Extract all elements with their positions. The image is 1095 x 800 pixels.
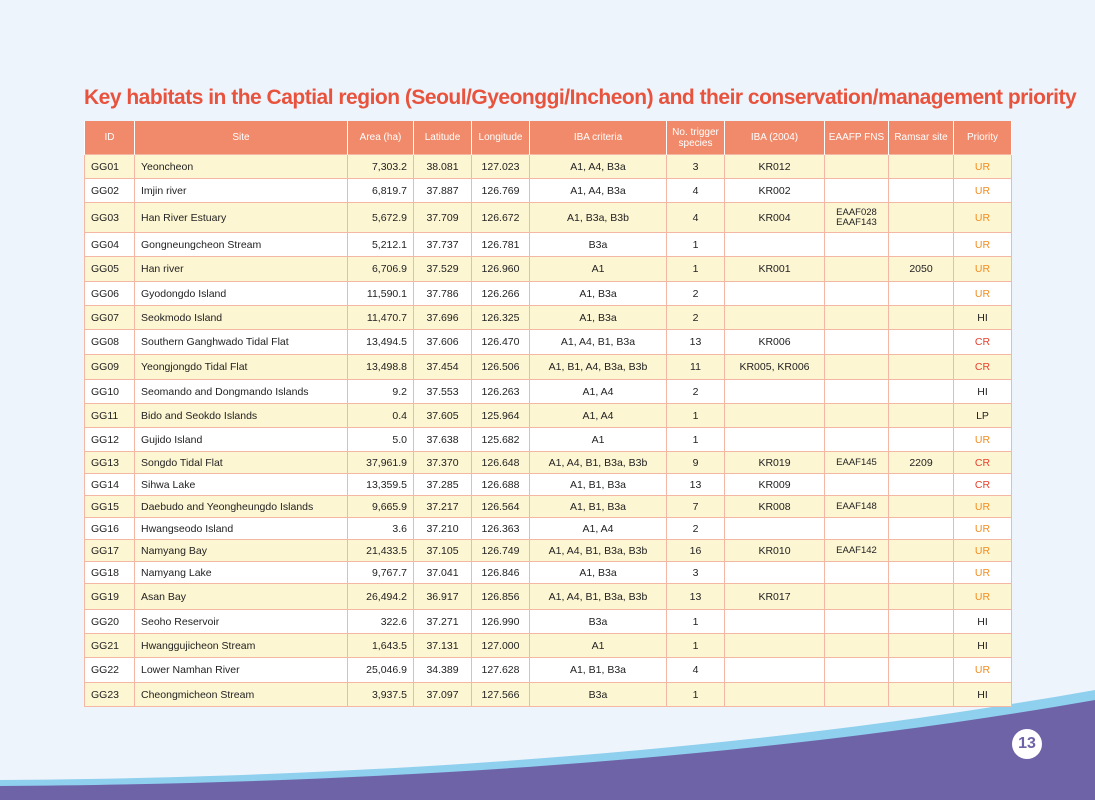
cell-iba-criteria: A1, B3a <box>530 562 667 584</box>
cell-lat: 37.041 <box>414 562 472 584</box>
cell-fns <box>825 306 889 330</box>
cell-fns <box>825 179 889 203</box>
cell-triggers: 11 <box>667 355 725 380</box>
cell-lat: 37.737 <box>414 233 472 257</box>
cell-iba-criteria: A1 <box>530 257 667 282</box>
cell-ramsar <box>889 610 954 634</box>
col-header: Site <box>135 121 348 155</box>
cell-area: 5,672.9 <box>348 203 414 233</box>
cell-iba-criteria: A1, B1, B3a <box>530 658 667 683</box>
cell-triggers: 2 <box>667 282 725 306</box>
cell-area: 3,937.5 <box>348 683 414 707</box>
cell-fns: EAAF028 EAAF143 <box>825 203 889 233</box>
cell-fns <box>825 233 889 257</box>
cell-site: Sihwa Lake <box>135 474 348 496</box>
cell-site: Yeongjongdo Tidal Flat <box>135 355 348 380</box>
table-row <box>85 404 1012 428</box>
cell-site: Seokmodo Island <box>135 306 348 330</box>
cell-lat: 37.105 <box>414 540 472 562</box>
cell-iba2004: KR005, KR006 <box>725 355 825 380</box>
table-row <box>85 179 1012 203</box>
cell-iba-criteria: A1, A4, B1, B3a, B3b <box>530 584 667 610</box>
cell-lat: 37.529 <box>414 257 472 282</box>
cell-lon: 126.266 <box>472 282 530 306</box>
cell-ramsar <box>889 496 954 518</box>
cell-lon: 127.566 <box>472 683 530 707</box>
cell-iba-criteria: A1, A4 <box>530 404 667 428</box>
cell-iba-criteria: A1, B1, A4, B3a, B3b <box>530 355 667 380</box>
cell-lon: 126.263 <box>472 380 530 404</box>
cell-area: 6,819.7 <box>348 179 414 203</box>
cell-fns <box>825 155 889 179</box>
cell-iba-criteria: B3a <box>530 683 667 707</box>
cell-iba-criteria: A1, A4, B3a <box>530 179 667 203</box>
cell-id: GG06 <box>85 282 135 306</box>
cell-fns <box>825 282 889 306</box>
cell-priority: UR <box>954 203 1012 233</box>
cell-triggers: 1 <box>667 233 725 257</box>
table-row <box>85 540 1012 562</box>
cell-iba-criteria: A1, B3a, B3b <box>530 203 667 233</box>
cell-triggers: 9 <box>667 452 725 474</box>
cell-iba-criteria: A1, A4, B1, B3a, B3b <box>530 452 667 474</box>
cell-priority: UR <box>954 155 1012 179</box>
col-header: EAAFP FNS <box>825 121 889 155</box>
cell-iba2004: KR017 <box>725 584 825 610</box>
cell-site: Han river <box>135 257 348 282</box>
cell-priority: HI <box>954 683 1012 707</box>
cell-lat: 34.389 <box>414 658 472 683</box>
cell-triggers: 4 <box>667 203 725 233</box>
cell-site: Seomando and Dongmando Islands <box>135 380 348 404</box>
col-header: Latitude <box>414 121 472 155</box>
cell-iba2004 <box>725 282 825 306</box>
cell-iba2004: KR010 <box>725 540 825 562</box>
table-row <box>85 610 1012 634</box>
cell-lon: 126.363 <box>472 518 530 540</box>
cell-iba-criteria: A1, B3a <box>530 282 667 306</box>
table-row <box>85 380 1012 404</box>
cell-id: GG17 <box>85 540 135 562</box>
cell-lon: 127.628 <box>472 658 530 683</box>
cell-iba2004: KR012 <box>725 155 825 179</box>
cell-site: Namyang Lake <box>135 562 348 584</box>
cell-iba2004 <box>725 518 825 540</box>
table-row <box>85 683 1012 707</box>
cell-lat: 36.917 <box>414 584 472 610</box>
table-row <box>85 330 1012 355</box>
cell-lon: 126.648 <box>472 452 530 474</box>
cell-site: Han River Estuary <box>135 203 348 233</box>
cell-iba-criteria: B3a <box>530 233 667 257</box>
cell-iba2004: KR006 <box>725 330 825 355</box>
cell-ramsar <box>889 474 954 496</box>
cell-priority: UR <box>954 282 1012 306</box>
cell-iba2004 <box>725 610 825 634</box>
cell-ramsar: 2209 <box>889 452 954 474</box>
cell-lat: 37.696 <box>414 306 472 330</box>
cell-fns <box>825 257 889 282</box>
cell-ramsar <box>889 683 954 707</box>
table-row <box>85 355 1012 380</box>
cell-iba-criteria: A1, B3a <box>530 306 667 330</box>
cell-lat: 37.217 <box>414 496 472 518</box>
cell-triggers: 1 <box>667 404 725 428</box>
cell-ramsar <box>889 233 954 257</box>
cell-fns <box>825 584 889 610</box>
cell-priority: UR <box>954 496 1012 518</box>
cell-ramsar: 2050 <box>889 257 954 282</box>
cell-area: 6,706.9 <box>348 257 414 282</box>
cell-lon: 127.000 <box>472 634 530 658</box>
cell-lat: 37.370 <box>414 452 472 474</box>
cell-area: 11,590.1 <box>348 282 414 306</box>
cell-lon: 126.470 <box>472 330 530 355</box>
table-header-row <box>85 121 1012 155</box>
cell-fns <box>825 355 889 380</box>
table-row <box>85 496 1012 518</box>
cell-id: GG12 <box>85 428 135 452</box>
cell-area: 9,665.9 <box>348 496 414 518</box>
cell-triggers: 1 <box>667 634 725 658</box>
cell-lon: 127.023 <box>472 155 530 179</box>
cell-area: 9.2 <box>348 380 414 404</box>
cell-triggers: 1 <box>667 610 725 634</box>
cell-area: 13,494.5 <box>348 330 414 355</box>
cell-area: 37,961.9 <box>348 452 414 474</box>
cell-id: GG20 <box>85 610 135 634</box>
table-row <box>85 203 1012 233</box>
cell-ramsar <box>889 584 954 610</box>
cell-iba2004 <box>725 380 825 404</box>
cell-id: GG21 <box>85 634 135 658</box>
cell-fns <box>825 518 889 540</box>
cell-priority: CR <box>954 330 1012 355</box>
cell-lon: 125.682 <box>472 428 530 452</box>
table-row <box>85 634 1012 658</box>
cell-iba2004 <box>725 428 825 452</box>
cell-fns <box>825 380 889 404</box>
cell-site: Daebudo and Yeongheungdo Islands <box>135 496 348 518</box>
cell-lat: 37.709 <box>414 203 472 233</box>
col-header: IBA (2004) <box>725 121 825 155</box>
cell-triggers: 3 <box>667 562 725 584</box>
col-header: ID <box>85 121 135 155</box>
cell-site: Hwangseodo Island <box>135 518 348 540</box>
cell-ramsar <box>889 562 954 584</box>
cell-id: GG14 <box>85 474 135 496</box>
table-row <box>85 257 1012 282</box>
cell-fns <box>825 634 889 658</box>
cell-lat: 37.285 <box>414 474 472 496</box>
cell-lat: 37.131 <box>414 634 472 658</box>
cell-iba2004 <box>725 404 825 428</box>
cell-iba2004 <box>725 658 825 683</box>
cell-lat: 37.553 <box>414 380 472 404</box>
cell-site: Hwanggujicheon Stream <box>135 634 348 658</box>
cell-fns: EAAF148 <box>825 496 889 518</box>
cell-id: GG09 <box>85 355 135 380</box>
cell-iba-criteria: A1 <box>530 634 667 658</box>
cell-site: Gyodongdo Island <box>135 282 348 306</box>
cell-area: 3.6 <box>348 518 414 540</box>
cell-ramsar <box>889 155 954 179</box>
cell-site: Seoho Reservoir <box>135 610 348 634</box>
cell-iba-criteria: B3a <box>530 610 667 634</box>
cell-fns <box>825 658 889 683</box>
cell-iba-criteria: A1, A4 <box>530 518 667 540</box>
cell-id: GG04 <box>85 233 135 257</box>
cell-area: 9,767.7 <box>348 562 414 584</box>
cell-priority: CR <box>954 355 1012 380</box>
cell-ramsar <box>889 428 954 452</box>
cell-area: 0.4 <box>348 404 414 428</box>
cell-site: Imjin river <box>135 179 348 203</box>
table-row <box>85 233 1012 257</box>
cell-ramsar <box>889 282 954 306</box>
cell-priority: UR <box>954 233 1012 257</box>
col-header: Ramsar site <box>889 121 954 155</box>
cell-area: 322.6 <box>348 610 414 634</box>
page-title: Key habitats in the Captial region (Seoul/Gyeonggi/Incheon) and their conservation/management priority <box>84 86 1077 109</box>
table-row <box>85 155 1012 179</box>
cell-ramsar <box>889 518 954 540</box>
cell-id: GG08 <box>85 330 135 355</box>
cell-id: GG01 <box>85 155 135 179</box>
cell-id: GG03 <box>85 203 135 233</box>
cell-ramsar <box>889 306 954 330</box>
cell-iba-criteria: A1, A4 <box>530 380 667 404</box>
cell-lat: 37.271 <box>414 610 472 634</box>
cell-id: GG19 <box>85 584 135 610</box>
cell-area: 5,212.1 <box>348 233 414 257</box>
cell-ramsar <box>889 179 954 203</box>
cell-priority: UR <box>954 658 1012 683</box>
cell-site: Bido and Seokdo Islands <box>135 404 348 428</box>
cell-lat: 37.210 <box>414 518 472 540</box>
cell-priority: UR <box>954 562 1012 584</box>
table-row <box>85 306 1012 330</box>
cell-id: GG16 <box>85 518 135 540</box>
cell-site: Yeoncheon <box>135 155 348 179</box>
cell-fns <box>825 562 889 584</box>
cell-iba2004: KR009 <box>725 474 825 496</box>
cell-area: 26,494.2 <box>348 584 414 610</box>
cell-area: 25,046.9 <box>348 658 414 683</box>
col-header: No. trigger species <box>667 121 725 155</box>
cell-lon: 126.769 <box>472 179 530 203</box>
cell-area: 11,470.7 <box>348 306 414 330</box>
cell-lat: 38.081 <box>414 155 472 179</box>
cell-iba2004 <box>725 683 825 707</box>
col-header: Priority <box>954 121 1012 155</box>
cell-id: GG18 <box>85 562 135 584</box>
cell-id: GG23 <box>85 683 135 707</box>
table-row <box>85 658 1012 683</box>
cell-area: 13,498.8 <box>348 355 414 380</box>
cell-lat: 37.454 <box>414 355 472 380</box>
cell-lat: 37.887 <box>414 179 472 203</box>
cell-area: 21,433.5 <box>348 540 414 562</box>
cell-ramsar <box>889 203 954 233</box>
cell-priority: CR <box>954 452 1012 474</box>
cell-priority: UR <box>954 540 1012 562</box>
cell-site: Namyang Bay <box>135 540 348 562</box>
cell-id: GG15 <box>85 496 135 518</box>
cell-fns <box>825 330 889 355</box>
cell-fns <box>825 428 889 452</box>
cell-lon: 126.688 <box>472 474 530 496</box>
table-row <box>85 518 1012 540</box>
cell-iba-criteria: A1 <box>530 428 667 452</box>
cell-iba2004: KR002 <box>725 179 825 203</box>
col-header: IBA criteria <box>530 121 667 155</box>
cell-triggers: 13 <box>667 330 725 355</box>
cell-lon: 126.325 <box>472 306 530 330</box>
cell-priority: UR <box>954 584 1012 610</box>
cell-area: 1,643.5 <box>348 634 414 658</box>
cell-triggers: 13 <box>667 584 725 610</box>
cell-fns <box>825 683 889 707</box>
col-header: Longitude <box>472 121 530 155</box>
cell-ramsar <box>889 658 954 683</box>
cell-ramsar <box>889 380 954 404</box>
cell-lon: 126.846 <box>472 562 530 584</box>
table-row <box>85 282 1012 306</box>
cell-id: GG11 <box>85 404 135 428</box>
cell-priority: UR <box>954 518 1012 540</box>
cell-iba2004: KR019 <box>725 452 825 474</box>
cell-priority: HI <box>954 634 1012 658</box>
cell-iba2004: KR008 <box>725 496 825 518</box>
cell-ramsar <box>889 404 954 428</box>
cell-id: GG10 <box>85 380 135 404</box>
cell-triggers: 2 <box>667 380 725 404</box>
cell-triggers: 3 <box>667 155 725 179</box>
cell-triggers: 1 <box>667 428 725 452</box>
cell-priority: UR <box>954 428 1012 452</box>
cell-lon: 126.506 <box>472 355 530 380</box>
cell-area: 13,359.5 <box>348 474 414 496</box>
cell-id: GG22 <box>85 658 135 683</box>
cell-fns <box>825 610 889 634</box>
cell-iba-criteria: A1, B1, B3a <box>530 496 667 518</box>
cell-iba2004: KR004 <box>725 203 825 233</box>
habitats-table <box>84 121 1012 707</box>
habitats-table-wrapper <box>84 121 1011 707</box>
cell-ramsar <box>889 540 954 562</box>
cell-site: Songdo Tidal Flat <box>135 452 348 474</box>
cell-priority: HI <box>954 610 1012 634</box>
cell-lon: 126.990 <box>472 610 530 634</box>
cell-lat: 37.638 <box>414 428 472 452</box>
cell-id: GG13 <box>85 452 135 474</box>
cell-iba-criteria: A1, A4, B3a <box>530 155 667 179</box>
cell-site: Gujido Island <box>135 428 348 452</box>
cell-lon: 126.672 <box>472 203 530 233</box>
cell-site: Cheongmicheon Stream <box>135 683 348 707</box>
cell-site: Gongneungcheon Stream <box>135 233 348 257</box>
cell-triggers: 4 <box>667 658 725 683</box>
cell-fns <box>825 474 889 496</box>
cell-iba2004: KR001 <box>725 257 825 282</box>
cell-priority: CR <box>954 474 1012 496</box>
cell-lon: 126.960 <box>472 257 530 282</box>
cell-id: GG07 <box>85 306 135 330</box>
cell-iba-criteria: A1, A4, B1, B3a, B3b <box>530 540 667 562</box>
cell-priority: HI <box>954 380 1012 404</box>
cell-iba2004 <box>725 562 825 584</box>
cell-iba-criteria: A1, B1, B3a <box>530 474 667 496</box>
cell-area: 7,303.2 <box>348 155 414 179</box>
cell-iba2004 <box>725 306 825 330</box>
cell-triggers: 4 <box>667 179 725 203</box>
cell-priority: UR <box>954 179 1012 203</box>
cell-priority: HI <box>954 306 1012 330</box>
cell-ramsar <box>889 355 954 380</box>
cell-lon: 126.781 <box>472 233 530 257</box>
cell-lon: 126.564 <box>472 496 530 518</box>
cell-fns: EAAF145 <box>825 452 889 474</box>
cell-id: GG02 <box>85 179 135 203</box>
cell-triggers: 1 <box>667 257 725 282</box>
cell-ramsar <box>889 634 954 658</box>
table-row <box>85 474 1012 496</box>
cell-lon: 125.964 <box>472 404 530 428</box>
cell-ramsar <box>889 330 954 355</box>
cell-lat: 37.786 <box>414 282 472 306</box>
col-header: Area (ha) <box>348 121 414 155</box>
table-row <box>85 452 1012 474</box>
cell-iba2004 <box>725 233 825 257</box>
cell-site: Southern Ganghwado Tidal Flat <box>135 330 348 355</box>
table-row <box>85 562 1012 584</box>
cell-iba-criteria: A1, A4, B1, B3a <box>530 330 667 355</box>
page-number: 13 <box>1012 729 1042 759</box>
cell-lat: 37.605 <box>414 404 472 428</box>
table-row <box>85 428 1012 452</box>
cell-priority: UR <box>954 257 1012 282</box>
cell-id: GG05 <box>85 257 135 282</box>
cell-fns <box>825 404 889 428</box>
cell-triggers: 7 <box>667 496 725 518</box>
cell-triggers: 2 <box>667 518 725 540</box>
cell-triggers: 16 <box>667 540 725 562</box>
cell-lat: 37.606 <box>414 330 472 355</box>
cell-triggers: 1 <box>667 683 725 707</box>
cell-lat: 37.097 <box>414 683 472 707</box>
cell-site: Lower Namhan River <box>135 658 348 683</box>
cell-lon: 126.856 <box>472 584 530 610</box>
table-row <box>85 584 1012 610</box>
cell-lon: 126.749 <box>472 540 530 562</box>
cell-triggers: 13 <box>667 474 725 496</box>
cell-site: Asan Bay <box>135 584 348 610</box>
table-body <box>85 155 1012 707</box>
cell-iba2004 <box>725 634 825 658</box>
cell-fns: EAAF142 <box>825 540 889 562</box>
cell-area: 5.0 <box>348 428 414 452</box>
cell-triggers: 2 <box>667 306 725 330</box>
cell-priority: LP <box>954 404 1012 428</box>
